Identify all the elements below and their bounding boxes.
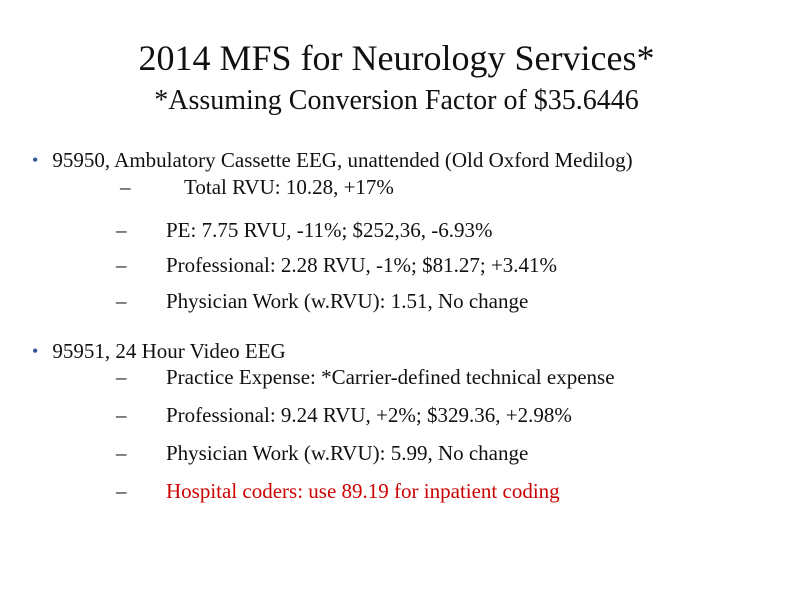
slide-title: 2014 MFS for Neurology Services* <box>138 38 655 78</box>
dash-icon: – <box>116 289 127 313</box>
sub-item-text-highlight: Hospital coders: use 89.19 for inpatient coding <box>166 479 560 503</box>
sub-item-text: Physician Work (w.RVU): 5.99, No change <box>166 441 529 465</box>
sub-item-text: Practice Expense: *Carrier-defined technical expense <box>166 365 615 389</box>
sub-item-text: Total RVU: 10.28, +17% <box>184 175 394 199</box>
section-heading-95951 <box>32 338 286 365</box>
bullet-icon: • <box>32 150 39 170</box>
dash-icon: – <box>116 253 127 277</box>
sub-item-text: Professional: 2.28 RVU, -1%; $81.27; +3.41% <box>166 253 558 277</box>
dash-icon: – <box>116 218 127 242</box>
section-heading-text: 95951, 24 Hour Video EEG <box>52 339 286 363</box>
sub-item-text: Professional: 9.24 RVU, +2%; $329.36, +2.98% <box>166 403 572 427</box>
dash-icon: – <box>116 441 127 465</box>
section-heading-95950 <box>32 147 633 174</box>
dash-icon: – <box>120 175 131 199</box>
dash-icon: – <box>116 479 127 503</box>
slide-subtitle: *Assuming Conversion Factor of $35.6446 <box>154 85 639 116</box>
sub-item-text: Physician Work (w.RVU): 1.51, No change <box>166 289 529 313</box>
bullet-icon: • <box>32 341 39 361</box>
dash-icon: – <box>116 365 127 389</box>
section-heading-text: 95950, Ambulatory Cassette EEG, unattended (Old Oxford Medilog) <box>52 148 633 172</box>
dash-icon: – <box>116 403 127 427</box>
sub-item-text: PE: 7.75 RVU, -11%; $252,36, -6.93% <box>166 218 493 242</box>
